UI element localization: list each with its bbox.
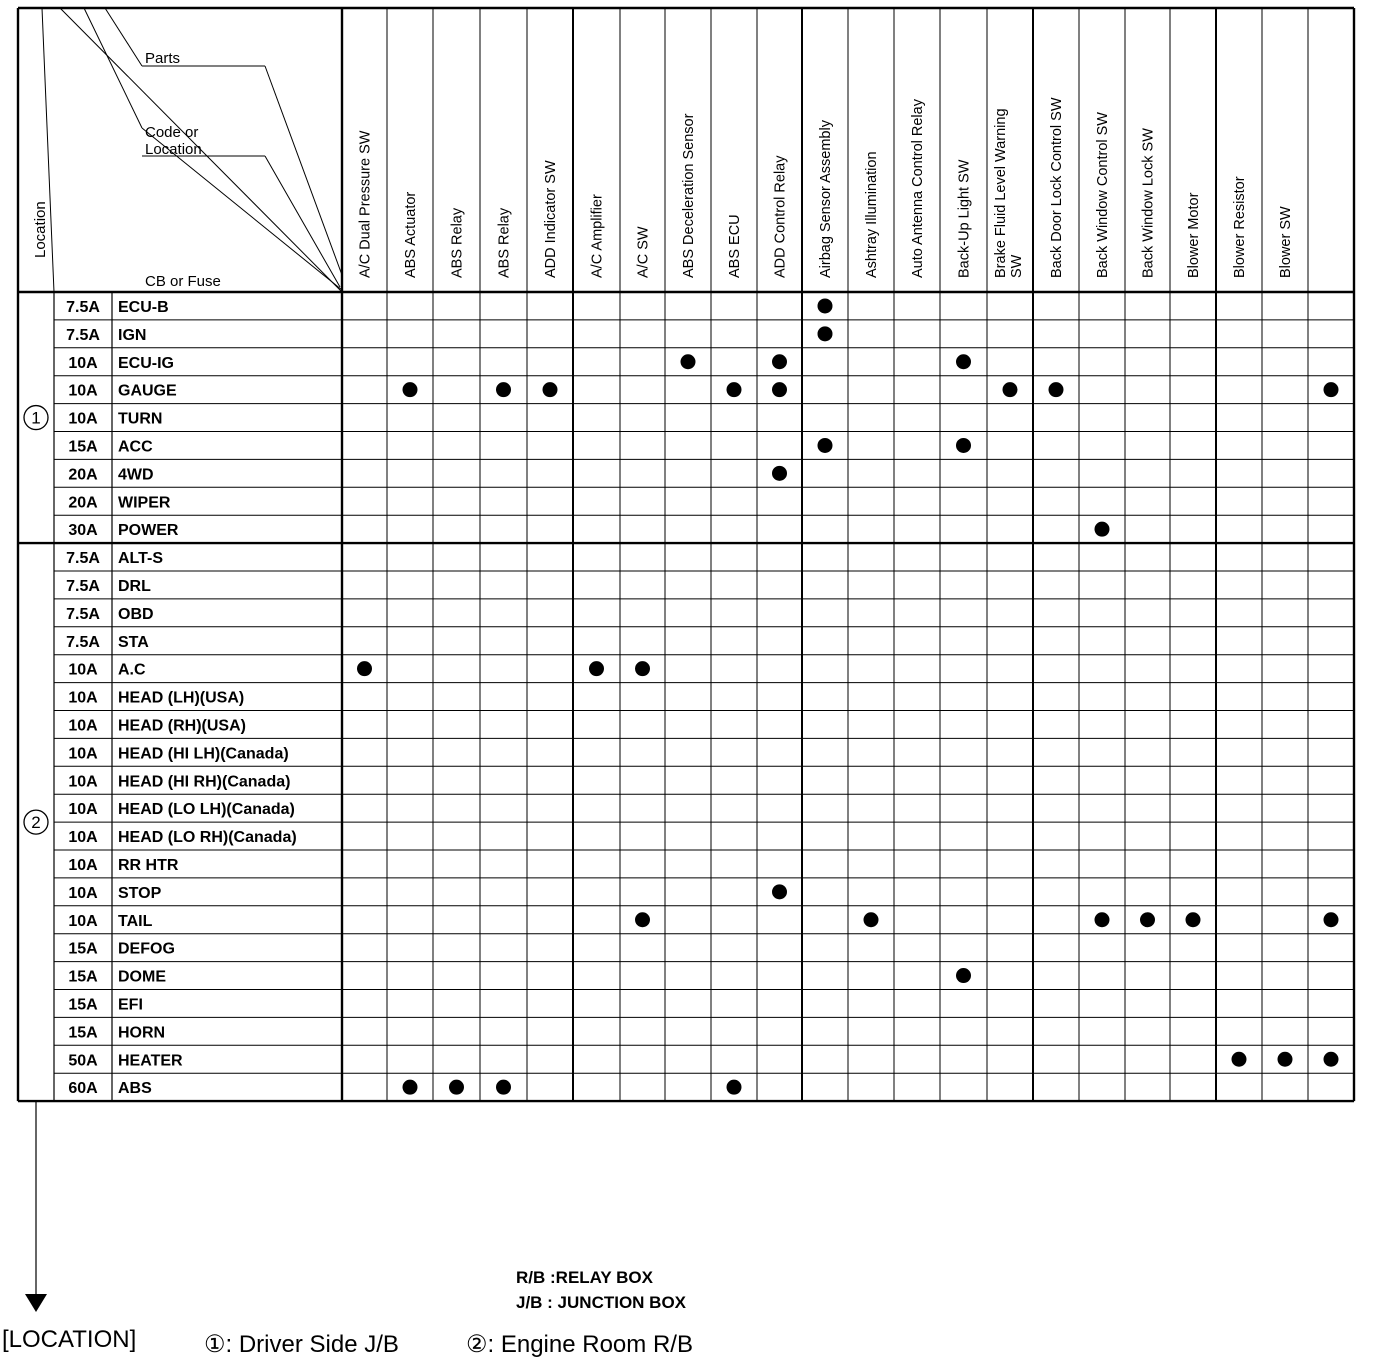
fuse-name: HORN xyxy=(118,1024,166,1042)
fuse-name: ABS xyxy=(118,1080,152,1098)
part-label: Auto Antenna Control Relay xyxy=(910,99,926,278)
connection-dot xyxy=(357,661,372,676)
connection-dot xyxy=(635,661,650,676)
location-header: Location xyxy=(32,201,49,258)
part-label: ADD Control Relay xyxy=(772,155,789,278)
location-title: [LOCATION] xyxy=(2,1326,137,1353)
part-label: Blower Resistor xyxy=(1232,176,1248,278)
fuse-amperage: 10A xyxy=(68,773,98,791)
location-arrow-head xyxy=(25,1294,47,1312)
fuse-amperage: 60A xyxy=(68,1080,98,1098)
connection-dot xyxy=(1324,1052,1339,1067)
fuse-amperage: 10A xyxy=(68,745,98,763)
connection-dot xyxy=(496,382,511,397)
connection-dot xyxy=(864,912,879,927)
fuse-name: STA xyxy=(118,633,149,651)
part-label: Back Window Control SW xyxy=(1095,112,1111,278)
fuse-name: GAUGE xyxy=(118,382,177,400)
fuse-amperage: 10A xyxy=(68,856,98,874)
cb-fuse-header: CB or Fuse xyxy=(145,273,221,290)
connection-dot xyxy=(1278,1052,1293,1067)
connection-dot xyxy=(543,382,558,397)
connection-dot xyxy=(1049,382,1064,397)
fuse-amperage: 10A xyxy=(68,717,98,735)
part-label: A/C SW xyxy=(635,226,652,278)
code-header-line2: Location xyxy=(145,141,202,158)
part-label: Ashtray Illumination xyxy=(864,151,880,278)
fuse-amperage: 50A xyxy=(68,1052,98,1070)
part-label: Blower Motor xyxy=(1186,192,1202,278)
fuse-amperage: 15A xyxy=(68,968,98,986)
fuse-name: ECU-IG xyxy=(118,354,174,372)
header-diagonal xyxy=(84,8,142,128)
fuse-name: IGN xyxy=(118,326,147,344)
part-label: A/C Dual Pressure SW xyxy=(357,130,374,278)
part-label: Blower SW xyxy=(1278,206,1294,278)
fuse-name: HEAD (HI RH)(Canada) xyxy=(118,773,291,791)
fuse-name: POWER xyxy=(118,522,179,540)
fuse-amperage: 7.5A xyxy=(66,577,100,595)
part-label: ABS Actuator xyxy=(403,191,419,278)
connection-dot xyxy=(1324,912,1339,927)
part-label: Back Window Lock SW xyxy=(1140,128,1157,278)
fuse-name: TAIL xyxy=(118,912,153,930)
connection-dot xyxy=(403,382,418,397)
fuse-amperage: 10A xyxy=(68,382,98,400)
connection-dot xyxy=(818,438,833,453)
fuse-amperage: 7.5A xyxy=(66,605,100,623)
fuse-name: HEATER xyxy=(118,1052,183,1070)
fuse-amperage: 7.5A xyxy=(66,633,100,651)
fuse-name: EFI xyxy=(118,996,143,1014)
connection-dot xyxy=(1232,1052,1247,1067)
fuse-amperage: 15A xyxy=(68,438,98,456)
fuse-amperage: 7.5A xyxy=(66,326,100,344)
part-label: ABS Relay xyxy=(496,207,513,278)
part-label: A/C Amplifier xyxy=(589,194,606,278)
connection-dot xyxy=(727,382,742,397)
part-label: ABS Deceleration Sensor xyxy=(681,113,697,278)
location-marker: 1 xyxy=(31,408,41,428)
connection-dot xyxy=(1003,382,1018,397)
connection-dot xyxy=(956,968,971,983)
fuse-name: HEAD (LH)(USA) xyxy=(118,689,245,707)
connection-dot xyxy=(772,382,787,397)
fuse-name: TURN xyxy=(118,410,163,428)
part-label: ABS Relay xyxy=(449,207,466,278)
fuse-amperage: 10A xyxy=(68,829,98,847)
header-diagonal xyxy=(105,8,142,66)
legend-junction-box: J/B : JUNCTION BOX xyxy=(516,1293,687,1312)
fuse-name: ACC xyxy=(118,438,153,456)
fuse-amperage: 15A xyxy=(68,940,98,958)
connection-dot xyxy=(727,1080,742,1095)
fuse-amperage: 7.5A xyxy=(66,298,100,316)
connection-dot xyxy=(589,661,604,676)
fuse-amperage: 20A xyxy=(68,494,98,512)
fuse-amperage: 15A xyxy=(68,1024,98,1042)
fuse-name: WIPER xyxy=(118,494,171,512)
parts-header: Parts xyxy=(145,50,181,67)
fuse-amperage: 10A xyxy=(68,689,98,707)
connection-dot xyxy=(449,1080,464,1095)
fuse-amperage: 20A xyxy=(68,466,98,484)
fuse-amperage: 10A xyxy=(68,661,98,679)
fuse-name: DOME xyxy=(118,968,166,986)
fuse-name: HEAD (LO LH)(Canada) xyxy=(118,801,295,819)
part-label xyxy=(993,108,1025,278)
fuse-amperage: 10A xyxy=(68,884,98,902)
location-2-description: ②: Engine Room R/B xyxy=(466,1331,693,1358)
header-diagonal xyxy=(265,156,340,287)
fuse-name: DRL xyxy=(118,577,151,595)
fuse-amperage: 15A xyxy=(68,996,98,1014)
legend-relay-box: R/B :RELAY BOX xyxy=(516,1268,653,1287)
connection-dot xyxy=(956,354,971,369)
part-label: ADD Indicator SW xyxy=(543,160,559,278)
fuse-amperage: 30A xyxy=(68,522,98,540)
fuse-amperage: 10A xyxy=(68,912,98,930)
part-label: ABS ECU xyxy=(727,214,743,278)
part-label: Back-Up Light SW xyxy=(956,159,973,278)
connection-dot xyxy=(635,912,650,927)
fuse-amperage: 10A xyxy=(68,410,98,428)
fuse-name: HEAD (HI LH)(Canada) xyxy=(118,745,289,763)
part-label-line: Brake Fluid Level Warning xyxy=(993,108,1009,278)
location-1-description: ①: Driver Side J/B xyxy=(204,1331,399,1358)
fuse-name: DEFOG xyxy=(118,940,175,958)
location-marker: 2 xyxy=(31,813,41,833)
fuse-name: HEAD (LO RH)(Canada) xyxy=(118,829,297,847)
code-header-line1: Code or xyxy=(145,124,199,141)
fuse-amperage: 7.5A xyxy=(66,550,100,568)
connection-dot xyxy=(496,1080,511,1095)
fuse-name: STOP xyxy=(118,884,162,902)
fuse-name: HEAD (RH)(USA) xyxy=(118,717,246,735)
connection-dot xyxy=(772,354,787,369)
connection-dot xyxy=(403,1080,418,1095)
fuse-name: 4WD xyxy=(118,466,154,484)
connection-dot xyxy=(1324,382,1339,397)
fuse-name: A.C xyxy=(118,661,146,679)
header-diagonal xyxy=(265,66,342,275)
connection-dot xyxy=(818,298,833,313)
fuse-name: OBD xyxy=(118,605,154,623)
connection-dot xyxy=(772,466,787,481)
fuse-name: ECU-B xyxy=(118,298,169,316)
connection-dot xyxy=(1095,912,1110,927)
connection-dot xyxy=(818,326,833,341)
connection-dot xyxy=(772,884,787,899)
connection-dot xyxy=(1095,522,1110,537)
fuse-amperage: 10A xyxy=(68,354,98,372)
connection-dot xyxy=(681,354,696,369)
part-label: Airbag Sensor Assembly xyxy=(818,120,834,278)
part-label-line: SW xyxy=(1009,254,1025,278)
part-label: Back Door Lock Control SW xyxy=(1049,97,1065,278)
fuse-amperage: 10A xyxy=(68,801,98,819)
connection-dot xyxy=(1140,912,1155,927)
fuse-name: RR HTR xyxy=(118,856,179,874)
connection-dot xyxy=(1186,912,1201,927)
fuse-name: ALT-S xyxy=(118,550,164,568)
connection-dot xyxy=(956,438,971,453)
